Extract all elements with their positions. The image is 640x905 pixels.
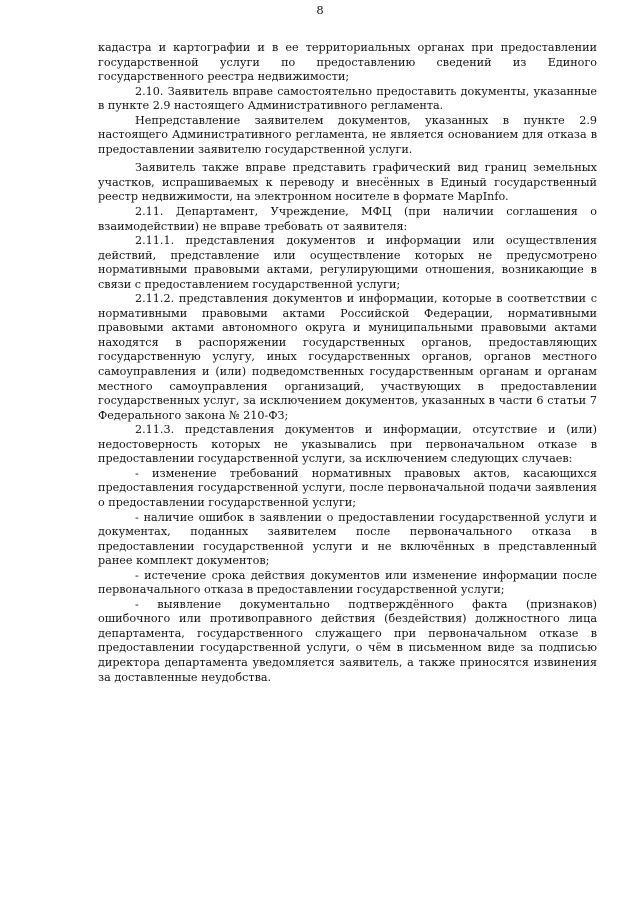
paragraph: 2.11. Департамент, Учреждение, МФЦ (при наличии соглашения о взаимодействии) не вправе требовать от заявителя: (98, 205, 597, 233)
paragraph: 2.11.1. представления документов и информации или осуществления действий, представление или осуществление которых не предусмотрено нормативными правовыми актами, регулирующими отношения, возникающие в связи с предоставлением государственной услуги; (98, 234, 597, 291)
paragraph: 2.11.2. представления документов и информации, которые в соответствии с нормативными правовыми актами Российской Федерации, нормативными правовыми актами автономного округа и муниципальными правовыми актами находятся в распоряжении государственных органов, предоставляющих государственную услугу, иных государственных органов, органов местного самоуправления и (или) подведомственных государственным органам и органам местного самоуправления организаций, участвующих в предоставлении государственных услуг, за исключением документов, указанных в части 6 статьи 7 Федерального закона № 210-ФЗ; (98, 292, 597, 422)
paragraph: Непредставление заявителем документов, указанных в пункте 2.9 настоящего Административного регламента, не является основанием для отказа в предоставлении заявителю государственной услуги. (98, 113, 597, 156)
paragraph: кадастра и картографии и в ее территориальных органах при предоставлении государственной услуги по предоставлению сведений из Единого государственного реестра недвижимости; (98, 41, 597, 84)
list-item: - изменение требований нормативных правовых актов, касающихся предоставления государственной услуги, после первоначальной подачи заявления о предоставлении государственной услуги; (98, 466, 597, 509)
list-item: - наличие ошибок в заявлении о предоставлении государственной услуги и документах, поданных заявителем после первоначального отказа в предоставлении государственной услуги и не включённых в представленный ранее комплект документов; (98, 510, 597, 568)
list-item: - истечение срока действия документов или изменение информации после первоначального отказа в предоставлении государственной услуги; (98, 568, 597, 597)
document-body (98, 41, 597, 685)
page-number: 8 (316, 3, 324, 17)
list-item: - выявление документально подтверждённого факта (признаков) ошибочного или противоправного действия (бездействия) должностного лица департамента, государственного служащего при первоначальном отказе в предоставлении государственной услуги, о чём в письменном виде за подписью директора департамента уведомляется заявитель, а также приносятся извинения за доставленные неудобства. (98, 597, 597, 684)
paragraph: 2.11.3. представления документов и информации, отсутствие и (или) недостоверность которых не указывались при первоначальном отказе в предоставлении государственной услуги, за исключением следующих случаев: (98, 423, 597, 466)
paragraph: Заявитель также вправе представить графический вид границ земельных участков, испрашиваемых к переводу и внесённых в Единый государственный реестр недвижимости, на электронном носителе в формате MapInfo. (98, 161, 597, 204)
paragraph: 2.10. Заявитель вправе самостоятельно предоставить документы, указанные в пункте 2.9 настоящего Административного регламента. (98, 84, 597, 113)
